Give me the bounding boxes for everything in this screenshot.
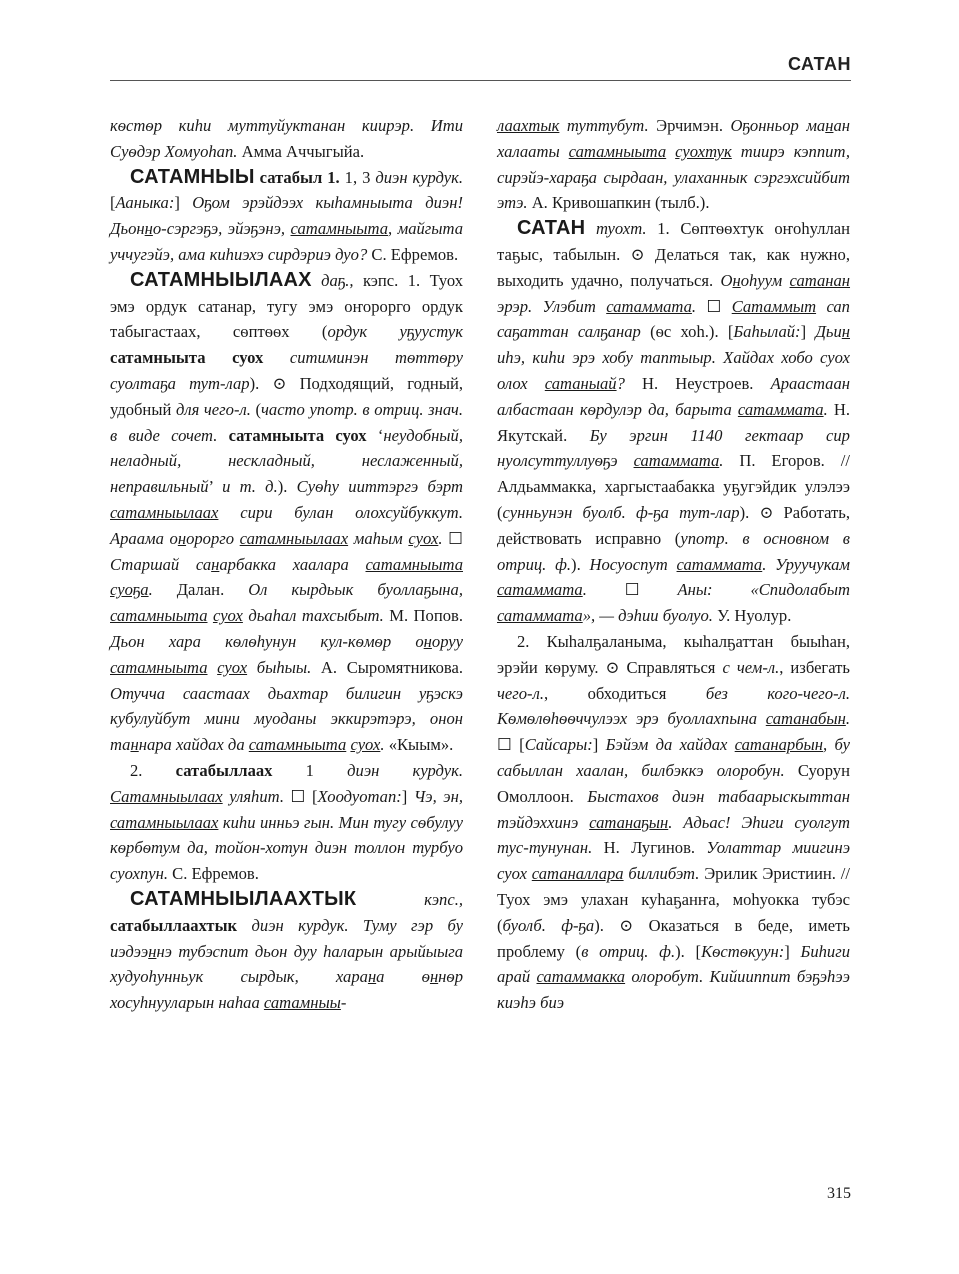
page-number: 315 xyxy=(827,1185,851,1202)
running-head: САТАН xyxy=(787,54,851,74)
entry-paragraph: кѳстѳр киһи муттуйуктанан киирэр. Ити Суѳдэр Хомуоһап. Амма Аччыгыйа. xyxy=(110,116,463,161)
dictionary-entry: САТАМНЫЫ сатабыл 1. 1, 3 диэн курдук. [Ааныка:] Оҕом эрэйдээх кыһамныыта диэн! Дьонно-сэргэҕэ, эйэҕэнэ, сатамныыта, майгыта уччугэйэ, ама киһиэхэ сирдэриэ дуо? С. Ефремов. xyxy=(110,165,463,264)
dictionary-entry: САТАМНЫЫЛААХТЫК кэпс., сатабыллаахтык диэн курдук. Туму гэр бу иэдээннэ тубэспит дьон дуу һаларын арыйыыга худуоһунньук сырдык, харана ѳннѳр хосуһнууларын наһаа сатамныы- xyxy=(110,887,464,1013)
right-column xyxy=(497,113,850,1016)
dictionary-entry: 2. Кыһалҕаланыма, кыһалҕаттан быыһан, эрэйи кѳруму. ⊙ Справляться с чем-л., избегать чего-л., обходиться без кого-чего-л. Кѳмѳлѳһѳѳччулээх эрэ буоллахпына сатанабын. ☐ [Сайсары:] Бэйэм да хайдах сатанарбын, бу сабыллан хаалан, билбэккэ олоробун. Суорун Омоллоон. Быстахов диэн табаарыскыттан тэйдэххинэ сатанаҕын. Адьас! Эһиги суолгут тус-тунунан. Н. Лугинов. Уолаттар миигинэ суох сатаналлара биллибэт. Эрилик Эристиин. // Туох эмэ улахан куһаҕанҥа, моһуокка тубэс (буолб. ф-ҕа). ⊙ Оказаться в беде, иметь проблему (в отриц. ф.). [Кѳстѳкуун:] Биһиги арай сатаммакка олоробут. Кийииппит бэҕэһээ киэһэ биэ xyxy=(497,631,851,1013)
dictionary-entry: САТАН туохт. 1. Сѳптѳѳхтук оҥоһуллан таҕыс, табылын. ⊙ Делаться так, как нужно, выходить удачно, получаться. Оноһуум сатанан эрэр. Улэбит сатаммата. ☐ Сатаммыт сап саҕаттан салҕанар (ѳс хоһ.). [Баһылай:] Дьин иһэ, киһи эрэ хобу таптыыр. Хайдах хобо суох олох сатаныай? Н. Неустроев. Араастаан албастаан кѳрдулэр да, барыта сатаммата. Н. Якутскай. Бу эргин 1140 гектаар сир нуолсуттуллуѳҕэ сатаммата. П. Егоров. // Алдьаммакка, харгыстаабакка уҕугэйдик улэлээ (сунньунэн буолб. ф-ҕа тут-лар). ⊙ Работать, действовать исправно (употр. в основном в отриц. ф.). Носуоспут сатаммата. Уруучукам сатаммата. ☐ Аны: «Спидолабыт сатаммата», — дэһии буолуо. У. Нуолур. xyxy=(497,217,851,626)
left-column xyxy=(110,113,463,1016)
entry-paragraph: лаахтык туттубут. Эрчимэн. Оҕонньор манан халааты сатамныыта суохтук тиирэ кэппит, сирэйэ-хараҕа сырдаан, улаханнык сэргэхсийбит этэ. А. Кривошапкин (тылб.). xyxy=(497,116,850,213)
dictionary-entry: САТАМНЫЫЛААХ даҕ., кэпс. 1. Туох эмэ ордук сатанар, тугу эмэ оҥорорго ордук табыгастаах, сѳптѳѳх (ордук уҕуустук сатамныыта суох ситиминэн тѳттѳру суолтаҕа тут-лар). ⊙ Подходящий, годный, удобный для чего-л. (часто употр. в отриц. знач. в виде сочет. сатамныыта суох ‘неудобный, неладный, нескладный, неслаженный, неправильный’ и т. д.). Суѳһу ииттэргэ бэрт сатамныылаах сири булан олохсуйбуккут. Араама онорорго сатамныылаах маһым суох. ☐ Старшай санарбакка хаалара сатамныыта суоҕа. Далан. Ол кырдьык буоллаҕына, сатамныыта суох дьаһал тахсыбыт. М. Попов. Дьон хара кѳлѳһунун кул-кѳмѳр оноруу сатамныыта суох быһыы. А. Сыромятникова. Отучча саастаах дьахтар билигин уҕэскэ кубулуйбут мини муоданы эккирэтэрэ, онон таннара хайдах да сатамныыта суох. «Кыым». xyxy=(110,268,464,755)
page-header xyxy=(110,50,851,81)
dictionary-entry: 2. сатабыллаах 1 диэн курдук. Сатамныылаах уляһит. ☐ [Хоодуотап:] Чэ, эн, сатамныылаах киһи инньэ гын. Мин тугу сѳбулуу кѳрбѳтум да, тойон-хотун диэн толлон турбуо суохпун. С. Ефремов. xyxy=(110,760,463,884)
